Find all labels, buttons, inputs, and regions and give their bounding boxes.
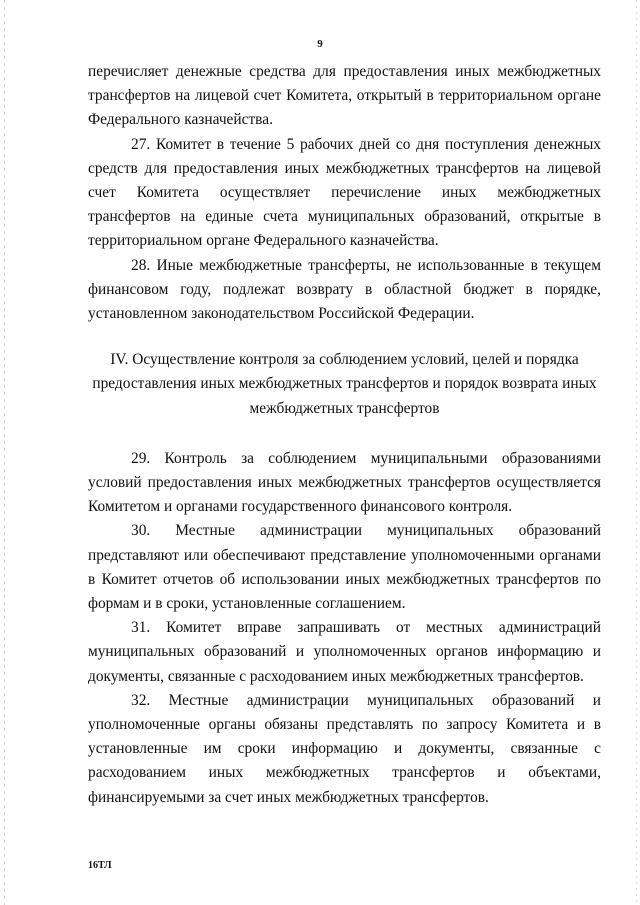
- paragraph-31: 31. Комитет вправе запрашивать от местных администраций муниципальных образований и уполномоченных органов информацию и документы, связанные с расходованием иных межбюджетных трансфертов.: [88, 619, 601, 685]
- paragraph-28: 28. Иные межбюджетные трансферты, не использованные в текущем финансовом году, подлежат возврату в областной бюджет в порядке, установленном законодательством Российской Федерации.: [88, 256, 601, 323]
- scan-edge-right: [636, 0, 637, 905]
- paragraph-continuation: перечисляет денежные средства для предоставления иных межбюджетных трансфертов на лицевой счет Комитета, открытый в территориальном органе Федерального казначейства.: [88, 63, 601, 129]
- paragraph-32: 32. Местные администрации муниципальных образований и уполномоченные органы обязаны представлять по запросу Комитета и в установленные им сроки информацию и документы, связанные с расходованием иных межбюджетных трансфертов и объектами, финансируемыми за счет иных межбюджетных трансфертов.: [88, 691, 601, 806]
- section-heading: IV. Осуществление контроля за соблюдением условий, целей и порядка предоставления иных межбюджетных трансфертов и порядок возврата иных межбюджетных трансфертов: [92, 351, 597, 417]
- paragraph-27: 27. Комитет в течение 5 рабочих дней со дня поступления денежных средств для предоставления иных межбюджетных трансфертов на лицевой счет Комитета осуществляет перечисление иных межбюджетных трансфертов на единые счета муниципальных образований, открытые в территориальном органе Федерального казначейства.: [88, 135, 601, 250]
- paragraph-30: 30. Местные администрации муниципальных образований представляют или обеспечивают представление уполномоченными органами в Комитет отчетов об использовании иных межбюджетных трансфертов по формам и в сроки, установленные соглашением.: [88, 522, 601, 613]
- scan-edge-left: [4, 0, 5, 905]
- page-number: 9: [317, 38, 323, 50]
- footer-code: 16ТЛ: [88, 860, 112, 871]
- paragraph-29: 29. Контроль за соблюдением муниципальными образованиями условий предоставления иных межбюджетных трансфертов осуществляется Комитетом и органами государственного финансового контроля.: [88, 449, 601, 516]
- document-body: [88, 60, 601, 810]
